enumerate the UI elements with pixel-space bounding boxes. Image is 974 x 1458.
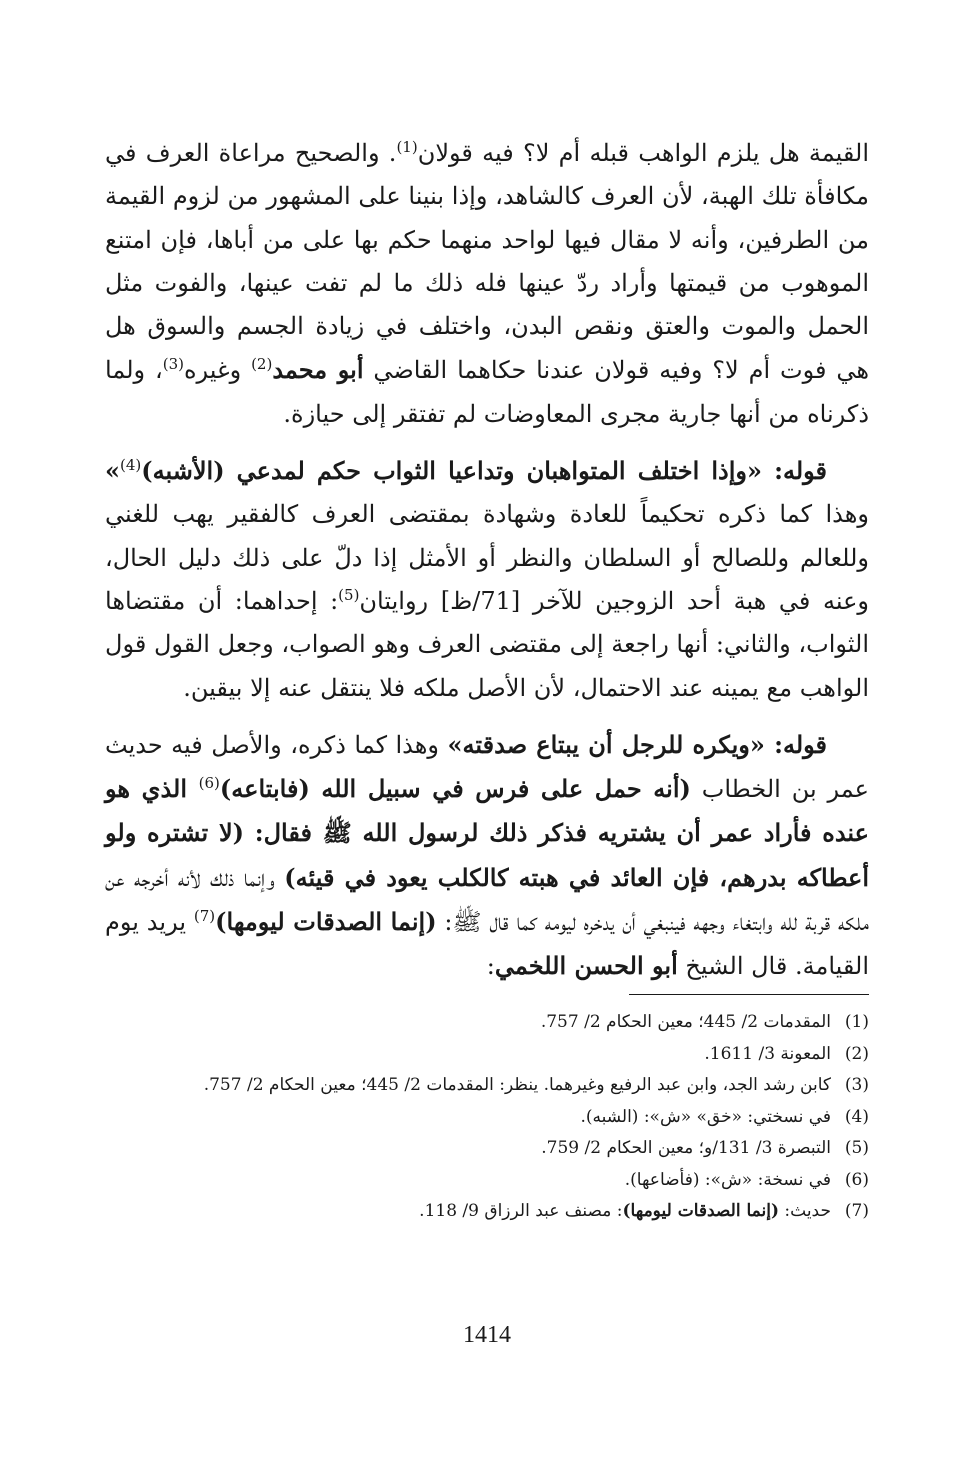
footnote-marker-1[interactable]: (1) (396, 138, 418, 156)
footnote-text: كابن رشد الجد، وابن عبد الرفيع وغيرهما. ينظر: المقدمات 2/ 445؛ معين الحكام 2/ 757. (203, 1075, 831, 1095)
footnote-number: (1) (844, 1012, 869, 1032)
paragraph-2-quote-end: » (105, 456, 120, 486)
footnote-marker-3[interactable]: (3) (162, 355, 184, 374)
footnote-text: في نسخة: «ش»: (فأضاعها). (624, 1169, 831, 1190)
hadith-text-b: الذي هو عنده فأراد عمر أن يشتريه فذكر ذلك لرسول الله ﷺ فقال: (لا تشتره ولو أعطاكه بدرهم، فإن العائد في هبته كالكلب يعود في قيئه) (105, 774, 869, 892)
paragraph-1 (105, 132, 869, 436)
paragraph-2-text-a: وهذا كما ذكره تحكيماً للعادة وشهادة بمقتضى العرف كالفقير يهب للغني وللعالم وللصالح أو السلطان والنظر أو الأمثل إذا دلّ على ذلك دليل الحال، وعنه في هبة أحد الزوجين للآخر [71/ظ] روايتان (105, 500, 869, 615)
paragraph-1-text-c: وغيره (183, 356, 252, 385)
footnote-number: (7) (844, 1201, 869, 1221)
main-text (105, 132, 869, 989)
footnote-number: (6) (844, 1169, 869, 1190)
footnotes (105, 1008, 869, 1229)
footnote-7-bold: (إنما الصدقات ليومها) (622, 1201, 779, 1221)
hadith-text-c: (إنما الصدقات ليومها) (215, 907, 437, 937)
footnote-4 (105, 1103, 869, 1132)
paragraph-2 (105, 449, 869, 710)
footnote-marker-4[interactable]: (4) (120, 456, 142, 475)
paragraph-3-text-b: وإنما ذلك لأنه أخرجه عن ملكه قربة لله وابتغاء وجهه فينبغي أن يدخره ليومه كما قال ﷺ: (105, 863, 869, 937)
footnote-1 (105, 1008, 869, 1037)
paragraph-3-text-d: : (486, 952, 495, 981)
paragraph-3-text-a: وهذا كما ذكره، والأصل فيه حديث عمر بن الخطاب (105, 730, 869, 804)
footnote-marker-2[interactable]: (2) (251, 355, 273, 374)
paragraph-3 (105, 723, 869, 989)
footnote-3 (105, 1071, 869, 1100)
paragraph-2-text-b: : إحداهما: أن مقتضاها الثواب، والثاني: أنها راجعة إلى مقتضى العرف وهو الصواب، وجعل القول قول الواهب مع يمينه عند الاحتمال، لأن الأصل ملكه فلا ينتقل عنه إلا بيقين. (105, 586, 869, 702)
name-abu-al-hasan: أبو الحسن اللخمي (494, 951, 678, 981)
footnote-text (105, 1197, 831, 1226)
footnote-marker-5[interactable]: (5) (338, 585, 360, 604)
footnote-7-rest: : مصنف عبد الرزاق 9/ 118. (419, 1201, 623, 1221)
footnote-2 (105, 1040, 869, 1069)
name-abu-muhammad: أبو محمد (272, 355, 364, 385)
footnote-divider (629, 994, 869, 995)
paragraph-1-text-a: القيمة هل يلزم الواهب قبله أم لا؟ فيه قولان (417, 139, 869, 167)
footnote-7-label: حديث: (779, 1201, 831, 1221)
footnote-5 (105, 1134, 869, 1163)
paragraph-1-text-b: . والصحيح مراعاة العرف في مكافأة تلك الهبة، لأن العرف كالشاهد، وإذا بنينا على المشهور من لزوم القيمة من الطرفين، وأنه لا مقال فيها لواحد منهما حكم بها على من أباها، فإن امتنع الموهوب من قيمتها وأراد ردّ عينها فله ذلك ما لم تفت عينها، والفوت مثل الحمل والموت والعتق ونقص البدن، واختلف في زيادة الجسم والسوق هل هي فوت أم لا؟ وفيه قولان عندنا حكاهما القاضي (105, 139, 870, 385)
footnote-text: المعونة 3/ 1611. (704, 1043, 831, 1064)
footnote-text: التبصرة 3/ 131/و؛ معين الحكام 2/ 759. (541, 1138, 831, 1158)
paragraph-3-text-c: يريد يوم القيامة. قال الشيخ (105, 908, 869, 981)
hadith-text-a: (أنه حمل على فرس في سبيل الله (فابتاعه) (219, 774, 691, 804)
footnote-6 (105, 1166, 869, 1195)
paragraph-3-label: قوله: (764, 729, 828, 759)
page-number: 1414 (463, 1322, 511, 1348)
paragraph-1-text-d: ، ولما ذكرناه من أنها جارية مجرى المعاوضات لم تفتقر إلى حيازة. (105, 356, 869, 428)
footnote-number: (4) (844, 1106, 869, 1127)
footnote-marker-6[interactable]: (6) (198, 774, 220, 793)
footnote-number: (2) (844, 1043, 869, 1064)
footnote-number: (3) (844, 1075, 869, 1095)
footnote-marker-7[interactable]: (7) (193, 907, 216, 926)
paragraph-2-label: قوله: (761, 456, 828, 486)
footnote-7 (105, 1197, 869, 1226)
paragraph-3-quote: «ويكره للرجل أن يبتاع صدقته» (447, 729, 765, 759)
footnote-number: (5) (844, 1138, 869, 1158)
paragraph-2-quote: «وإذا اختلف المتواهبان وتداعيا الثواب حكم لمدعي (الأشبه) (141, 456, 762, 486)
footnote-text: في نسختي: «خق» «ش»: (الشبه). (580, 1106, 831, 1127)
footnote-text: المقدمات 2/ 445؛ معين الحكام 2/ 757. (540, 1012, 831, 1032)
